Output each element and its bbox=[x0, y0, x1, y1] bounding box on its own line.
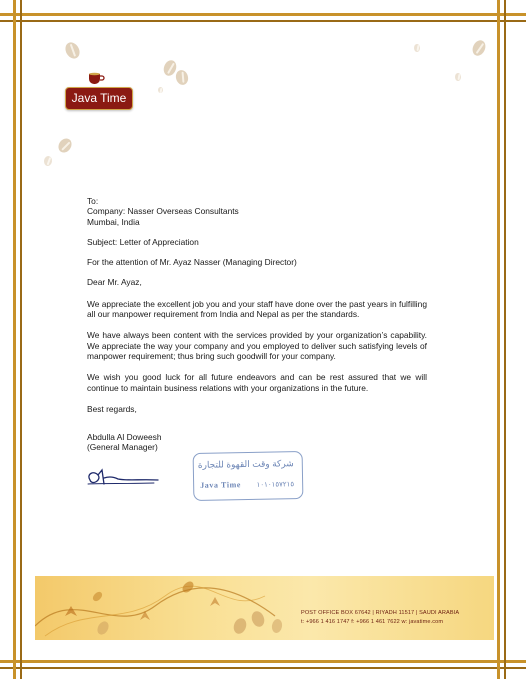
footer-contact-block bbox=[301, 609, 501, 627]
coffee-bean-decoration bbox=[174, 69, 189, 87]
coffee-bean-decoration bbox=[455, 73, 461, 81]
attention-line: For the attention of Mr. Ayaz Nasser (Managing Director) bbox=[87, 257, 297, 268]
stamp-company-name: Java Time bbox=[200, 480, 242, 490]
recipient-to-line: To: bbox=[87, 196, 99, 206]
logo-wordmark: Java Time bbox=[65, 87, 133, 110]
frame-bottom-line-inner bbox=[0, 667, 526, 669]
coffee-bean-decoration bbox=[56, 136, 74, 155]
body-paragraph: We have always been content with the services provided by your organization’s capability. We appreciate the way your company and you employed to deliver such satisfying levels of manpower requirement; thus bring such goodwill for your company. bbox=[87, 330, 427, 361]
company-logo bbox=[61, 71, 135, 111]
coffee-bean-decoration bbox=[43, 155, 53, 166]
company-stamp bbox=[193, 451, 304, 501]
salutation: Dear Mr. Ayaz, bbox=[87, 277, 142, 288]
footer-contact-numbers: t: +966 1 416 1747 f: +966 1 461 7622 w: javatime.com bbox=[301, 619, 444, 625]
floral-swirl-decoration bbox=[35, 576, 494, 640]
frame-top-line-inner bbox=[0, 20, 526, 22]
frame-right-line-inner bbox=[504, 0, 506, 679]
frame-right-line bbox=[497, 0, 500, 679]
stamp-arabic-text: شركة وقت القهوة للتجارة bbox=[197, 458, 294, 470]
recipient-location: Mumbai, India bbox=[87, 216, 140, 227]
signer-title: (General Manager) bbox=[87, 442, 158, 453]
coffee-bean-decoration bbox=[470, 38, 488, 58]
handwritten-signature bbox=[84, 466, 160, 490]
signer-name: Abdulla Al Doweesh bbox=[87, 432, 162, 443]
letter-body bbox=[87, 196, 427, 453]
body-paragraph: We wish you good luck for all future endeavors and can be rest assured that we will continue to maintain business relations with your organizations in the future. bbox=[87, 372, 427, 393]
closing-line: Best regards, bbox=[87, 403, 137, 414]
coffee-bean-decoration bbox=[63, 40, 83, 61]
recipient-company: Company: Nasser Overseas Consultants bbox=[87, 206, 239, 217]
coffee-cup-icon bbox=[87, 71, 105, 85]
stamp-registration-number: ١٠١٠١٥٧٢١٥ bbox=[256, 481, 295, 489]
footer-decorative-band bbox=[35, 576, 494, 640]
frame-left-line-inner bbox=[20, 0, 22, 679]
frame-top-line bbox=[0, 13, 526, 16]
frame-left-line bbox=[13, 0, 16, 679]
body-paragraph: We appreciate the excellent job you and your staff have done over the past years in fulfilling all our manpower requirement from India and Nepal as per the standards. bbox=[87, 298, 427, 320]
coffee-bean-decoration bbox=[158, 87, 163, 93]
subject-line: Subject: Letter of Appreciation bbox=[87, 236, 199, 247]
footer-address: POST OFFICE BOX 67642 | RIYADH 11517 | SAUDI ARABIA bbox=[301, 610, 460, 616]
coffee-bean-decoration bbox=[414, 44, 420, 52]
frame-bottom-line bbox=[0, 660, 526, 663]
